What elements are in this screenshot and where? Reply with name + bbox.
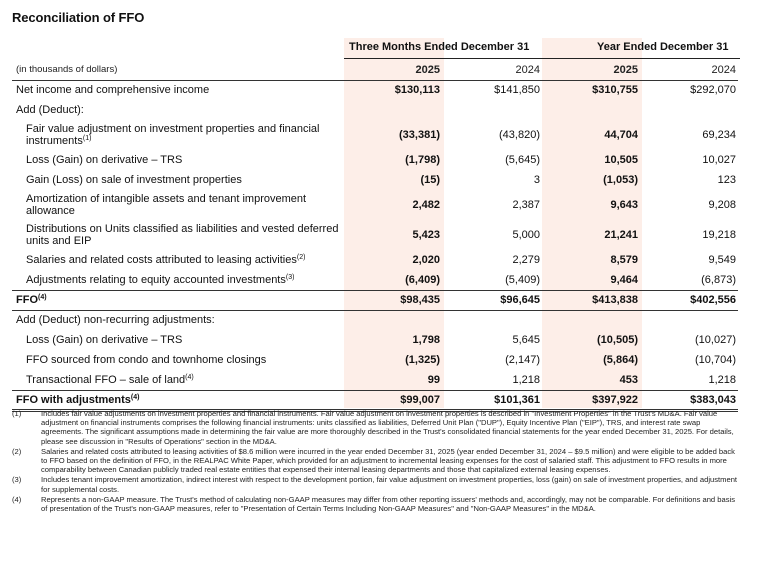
footnote-ref: (4) — [130, 393, 140, 401]
col-header-y2025: 2025 — [613, 63, 638, 76]
cell-y2025: (5,864) — [603, 354, 638, 366]
cell-q2025: $130,113 — [344, 80, 442, 100]
row-label: Transactional FFO – sale of land$^{(4)}$ — [12, 370, 344, 390]
cell-q2024: (43,820) — [499, 129, 540, 141]
cell-y2024: (10,704) — [695, 354, 736, 366]
table-row — [12, 80, 738, 100]
cell-q2024: (5,645) — [505, 154, 540, 166]
cell-y2024: 69,234 — [702, 129, 736, 141]
cell-y2024: (10,027) — [695, 334, 736, 346]
footnote-ref: (4) — [38, 294, 47, 301]
footnote-ref: (2) — [296, 254, 306, 261]
cell-q2024: 3 — [533, 174, 540, 186]
cell-q2024 — [442, 310, 542, 330]
cell-y2024: 9,549 — [708, 254, 736, 266]
cell-q2025 — [344, 100, 442, 120]
table-row — [12, 190, 738, 220]
cell-q2025 — [344, 310, 442, 330]
col-header-q2025: 2025 — [415, 63, 440, 76]
cell-y2024: 1,218 — [640, 370, 738, 390]
table-row — [12, 220, 738, 250]
cell-q2024: (2,147) — [505, 354, 540, 366]
cell-q2025: 5,423 — [412, 229, 440, 241]
units-label: (in thousands of dollars) — [16, 63, 118, 75]
cell-q2024: 1,218 — [442, 370, 542, 390]
row-label: Salaries and related costs attributed to leasing activities$^{(2)}$ — [26, 254, 306, 266]
table-row — [12, 390, 738, 410]
footnote-number: (1) — [12, 409, 22, 418]
cell-y2025 — [542, 100, 640, 120]
cell-q2025: 2,020 — [412, 254, 440, 266]
table-row — [12, 150, 738, 170]
cell-q2024: 5,000 — [512, 229, 540, 241]
row-label: Fair value adjustment on investment properties and financial instruments$^{(1)}$ — [26, 123, 320, 147]
table-row — [12, 270, 738, 290]
table-row — [12, 100, 738, 120]
cell-q2025: (6,409) — [344, 270, 442, 290]
row-label: Distributions on Units classified as liabilities and vested deferred units and EIP — [26, 223, 339, 247]
row-label: Net income and comprehensive income — [12, 80, 344, 100]
table-row — [12, 290, 738, 310]
cell-q2025: (1,798) — [405, 154, 440, 166]
cell-q2024: 2,279 — [512, 254, 540, 266]
col-header-y2024: 2024 — [711, 63, 736, 76]
ffo-reconciliation-table — [12, 60, 738, 412]
cell-y2025: $397,922 — [542, 390, 640, 410]
cell-y2024 — [640, 310, 738, 330]
cell-y2024: 10,027 — [702, 154, 736, 166]
table-row — [12, 370, 738, 390]
footnote-item — [12, 495, 742, 513]
row-label: FFO sourced from condo and townhome closings — [26, 354, 267, 366]
three-months-underline — [344, 58, 542, 59]
cell-y2025: 21,241 — [604, 229, 638, 241]
cell-q2025: $99,007 — [344, 390, 442, 410]
footnote-item — [12, 409, 742, 446]
col-header-q2024: 2024 — [515, 63, 540, 76]
cell-q2024: $101,361 — [442, 390, 542, 410]
cell-q2025: 99 — [344, 370, 442, 390]
cell-q2025: 1,798 — [412, 334, 440, 346]
units-row — [12, 60, 738, 80]
cell-q2024: $141,850 — [442, 80, 542, 100]
row-label: Add (Deduct): — [16, 104, 84, 116]
row-label: Amortization of intangible assets and tenant improvement allowance — [26, 193, 307, 217]
cell-q2024 — [442, 100, 542, 120]
cell-y2024: $383,043 — [640, 390, 738, 410]
table-row — [12, 310, 738, 330]
cell-y2024: (6,873) — [640, 270, 738, 290]
cell-y2025: (1,053) — [603, 174, 638, 186]
cell-q2025: (15) — [420, 174, 440, 186]
footnote-text: Salaries and related costs attributed to leasing activities of $8.6 million were incurred in the year ended December 31, 2025 (year ended December 31, 2024 – $9.5 million) and were eligible to be added back to FFO based on the definition of FFO, in the REALPAC White Paper, which provided for an adjustment to incremental leasing expenses for the cost of salaried staff. This adjustment to FFO results in more comparability between Canadian publicly traded real estate entities that expensed their internal leasing departments and those that capitalized external leasing expenses. — [41, 446, 735, 475]
cell-q2025: (1,325) — [405, 354, 440, 366]
cell-q2024: (5,409) — [442, 270, 542, 290]
footnote-number: (4) — [12, 494, 22, 504]
cell-q2025: (33,381) — [399, 129, 440, 141]
row-label: FFO$^{(4)}$ — [12, 290, 344, 310]
cell-q2025: 2,482 — [412, 199, 440, 211]
row-label: Gain (Loss) on sale of investment properties — [26, 174, 242, 186]
footnote-ref: (4) — [185, 373, 194, 381]
cell-y2025: 8,579 — [610, 254, 638, 266]
cell-q2024: 5,645 — [512, 334, 540, 346]
cell-y2024: 19,218 — [702, 229, 736, 241]
footnote-item — [12, 475, 742, 493]
page-title: Reconciliation of FFO — [12, 10, 145, 25]
cell-y2025: (10,505) — [597, 334, 638, 346]
row-label: Loss (Gain) on derivative – TRS — [26, 334, 183, 346]
footnote-text: Includes fair value adjustments on investment properties and financial instruments. Fair value adjustment on investment properties is described in "Investment Properties" in the Trust's MD&A. Fair value adjustment on financial instruments comprises the following financial instruments: units classified as liabilities, Deferred Unit Plan ("DUP"), Equity Incentive Plan ("EIP"), TRS, and interest rate swap agreements. The significant assumptions made in determining the fair value are more thoroughly described in the Trust's consolidated financial statements for the year ended December 31, 2025. For details, please see discussion in "Results of Operations" section in the MD&A. — [41, 409, 734, 446]
table-row — [12, 330, 738, 350]
cell-y2025: $413,838 — [542, 290, 640, 310]
table-row — [12, 250, 738, 270]
cell-y2024: 9,208 — [708, 199, 736, 211]
table-row — [12, 120, 738, 150]
footnotes — [12, 409, 742, 514]
cell-y2025: 44,704 — [604, 129, 638, 141]
cell-q2024: 2,387 — [512, 199, 540, 211]
cell-y2024: $402,556 — [640, 290, 738, 310]
footnote-number: (3) — [12, 475, 22, 485]
cell-q2025: $98,435 — [344, 290, 442, 310]
cell-y2024 — [640, 100, 738, 120]
row-label: Add (Deduct) non-recurring adjustments: — [16, 314, 215, 327]
footnote-ref: (3) — [285, 273, 295, 281]
cell-y2025 — [542, 310, 640, 330]
footnote-ref: (1) — [82, 135, 92, 142]
footnote-text: Represents a non-GAAP measure. The Trust's method of calculating non-GAAP measures may differ from other reporting issuers' methods and, accordingly, may not be comparable. For definitions and basis of presentation of the Trust's non-GAAP measures, refer to "Presentation of Certain Terms Including Non-GAAP Measures" and "Non-GAAP Measures" in the MD&A. — [41, 494, 735, 514]
cell-y2025: 9,464 — [542, 270, 640, 290]
year-underline — [542, 58, 740, 59]
cell-q2024: $96,645 — [442, 290, 542, 310]
cell-y2025: 453 — [542, 370, 640, 390]
row-label: Loss (Gain) on derivative – TRS — [26, 154, 183, 166]
cell-y2025: 9,643 — [610, 199, 638, 211]
cell-y2025: 10,505 — [604, 154, 638, 166]
year-header: Year Ended December 31 — [597, 41, 729, 53]
footnote-number: (2) — [12, 446, 22, 456]
footnote-item — [12, 447, 742, 475]
cell-y2025: $310,755 — [542, 80, 640, 100]
table-row — [12, 350, 738, 370]
row-label: FFO with adjustments$^{(4)}$ — [12, 390, 344, 410]
cell-y2024: $292,070 — [640, 80, 738, 100]
footnote-text: Includes tenant improvement amortization, indirect interest with respect to the development portion, fair value adjustment on investment properties, loss (gain) on sale of investment properties, and adjustment for supplemental costs. — [41, 475, 738, 494]
three-months-header: Three Months Ended December 31 — [349, 41, 530, 53]
cell-y2024: 123 — [717, 174, 736, 186]
table-row — [12, 170, 738, 190]
row-label: Adjustments relating to equity accounted investments$^{(3)}$ — [12, 270, 344, 290]
